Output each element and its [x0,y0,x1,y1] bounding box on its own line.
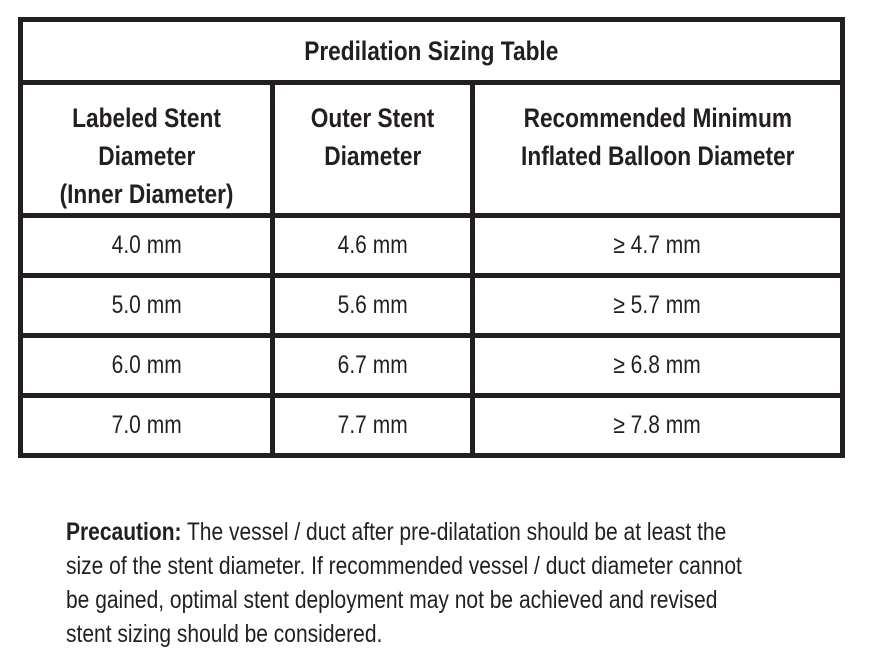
precaution-note: Precaution: The vessel / duct after pre-dilatation should be at least the size of the stent diameter. If recommended vessel / duct diameter cannot be gained, optimal stent deployment may not be achieved and revised stent sizing should be considered. [66,518,742,648]
table-row: 7.0 mm 7.7 mm ≥ 7.8 mm [21,396,843,456]
predilation-sizing-table [18,17,845,458]
table-title: Predilation Sizing Table [21,20,843,83]
header-balloon-diameter: Recommended Minimum Inflated Balloon Diameter [473,83,843,216]
header-outer-diameter: Outer Stent Diameter [273,83,473,216]
table-row: 4.0 mm 4.6 mm ≥ 4.7 mm [21,216,843,276]
precaution-label: Precaution: [66,518,182,546]
header-labeled-diameter: Labeled Stent Diameter (Inner Diameter) [21,83,273,216]
table-row: 6.0 mm 6.7 mm ≥ 6.8 mm [21,336,843,396]
table-row: 5.0 mm 5.6 mm ≥ 5.7 mm [21,276,843,336]
